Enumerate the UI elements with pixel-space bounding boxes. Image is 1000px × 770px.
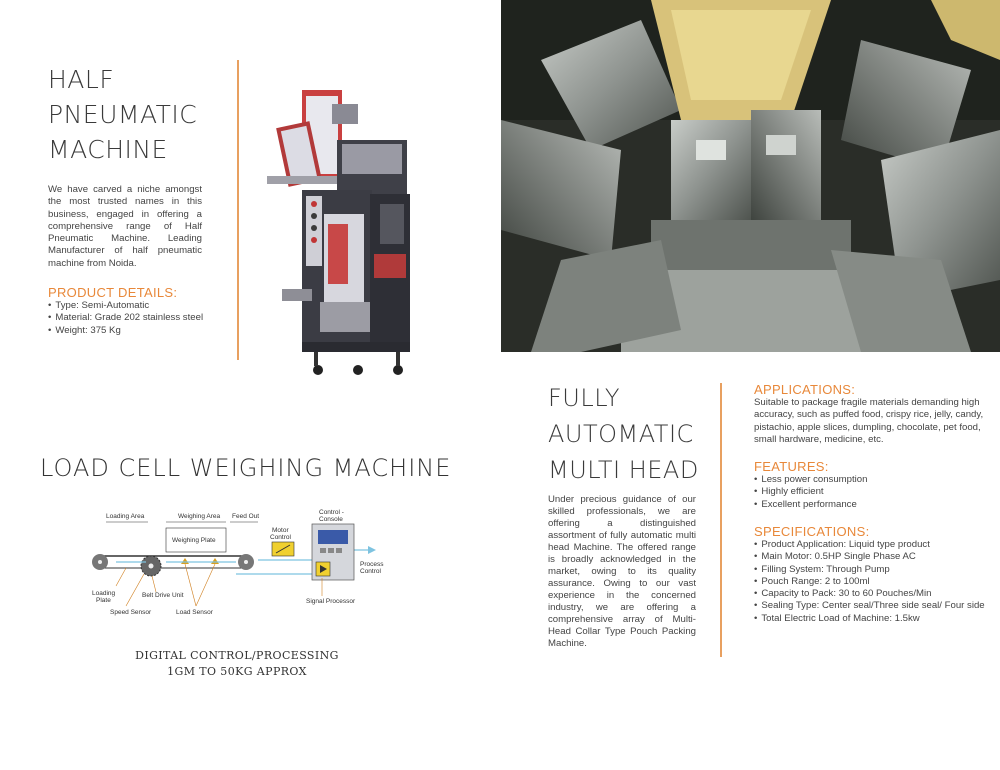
list-item: • Total Electric Load of Machine: 1.5kw — [754, 613, 985, 625]
label-speed-sensor: Speed Sensor — [110, 609, 152, 616]
list-item: • Weight: 375 Kg — [48, 325, 203, 337]
label-loading-area: Loading Area — [106, 513, 145, 520]
console-button — [336, 548, 342, 553]
pointer-line — [196, 564, 215, 606]
console-button — [328, 548, 334, 553]
load-sensor-marker — [181, 558, 189, 564]
label-weighing-plate: Weighing Plate — [172, 537, 216, 544]
specifications-list — [754, 539, 985, 625]
features-list — [754, 474, 867, 511]
specifications-heading: SPECIFICATIONS: — [754, 524, 870, 539]
load-sensor-marker — [211, 558, 219, 564]
list-item: • Less power consumption — [754, 474, 867, 486]
fully-automatic-description: Under precious guidance of our skilled professionals, we are offering a distinguished assortment of fully automatic multi head Machine. The offered range is broadly acknowledged in the market, owing to its quality assurance. Owing to our vast experience in the concerned industry, we are offering a comprehensive array of Multi-Head Collar Type Pouch Packing Machine. — [548, 494, 696, 649]
applications-heading: APPLICATIONS: — [754, 382, 856, 397]
list-item: • Capacity to Pack: 30 to 60 Pouches/Min — [754, 588, 985, 600]
load-cell-caption — [100, 648, 374, 680]
load-cell-title: LOAD CELL WEIGHING MACHINE — [40, 454, 452, 482]
fully-automatic-title: FULLY AUTOMATIC MULTI HEAD — [548, 384, 699, 484]
divider-line — [237, 60, 239, 360]
applications-text: Suitable to package fragile materials demanding high accuracy, such as puffed food, crispy rice, jelly, candy, pistachio, apple slices, dumpling, chocolate, pet food, small hardware, medicine, etc. — [754, 397, 984, 445]
half-pneumatic-title: HALF PNEUMATIC MACHINE — [48, 65, 198, 164]
load-cell-diagram — [86, 506, 386, 626]
label-loading-plate-2: Plate — [96, 597, 111, 604]
gear-hub — [149, 564, 154, 569]
product-details-list — [48, 300, 203, 337]
list-item: • Product Application: Liquid type product — [754, 539, 985, 551]
half-pneumatic-machine-image — [262, 84, 422, 380]
label-process-control-2: Control — [360, 568, 381, 575]
half-pneumatic-description: We have carved a niche amongst the most trusted names in this business, engaged in offering a comprehensive range of Half Pneumatic Machine. Leading Manufacturer of half pneumatic machine from Noida. — [48, 184, 202, 269]
features-heading: FEATURES: — [754, 459, 829, 474]
label-signal-processor: Signal Processor — [306, 598, 356, 605]
label-loading-plate-1: Loading — [92, 590, 116, 597]
label-weighing-area: Weighing Area — [178, 513, 221, 520]
pointer-line — [152, 576, 156, 592]
label-control-console-1: Control - — [319, 509, 344, 516]
list-item: • Type: Semi-Automatic — [48, 300, 203, 312]
label-motor-control-1: Motor — [272, 527, 289, 534]
label-control-console-2: Console — [319, 516, 343, 523]
pointer-line — [185, 564, 196, 606]
list-item: • Highly efficient — [754, 486, 867, 498]
console-screen — [318, 530, 348, 544]
list-item: • Pouch Range: 2 to 100ml — [754, 576, 985, 588]
list-item: • Material: Grade 202 stainless steel — [48, 312, 203, 324]
label-load-sensor: Load Sensor — [176, 609, 213, 616]
label-belt-drive: Belt Drive Unit — [142, 592, 184, 599]
label-feed-out: Feed Out — [232, 513, 260, 520]
divider-line — [720, 383, 722, 657]
list-item: • Sealing Type: Center seal/Three side seal/ Four side — [754, 600, 985, 612]
label-motor-control-2: Control — [270, 534, 291, 541]
console-button — [320, 548, 326, 553]
list-item: • Filling System: Through Pump — [754, 564, 985, 576]
pointer-line — [126, 574, 144, 606]
caption-line: 1GM TO 50KG APPROX — [167, 665, 307, 678]
multi-head-machine-photo — [501, 0, 1000, 352]
list-item: • Main Motor: 0.5HP Single Phase AC — [754, 551, 985, 563]
label-process-control-1: Process — [360, 561, 384, 568]
roller-hub — [98, 560, 102, 564]
list-item: • Excellent performance — [754, 499, 867, 511]
caption-line: DIGITAL CONTROL/PROCESSING — [135, 649, 339, 662]
pointer-line — [116, 568, 126, 586]
product-details-heading: PRODUCT DETAILS: — [48, 285, 178, 300]
roller-hub — [244, 560, 248, 564]
